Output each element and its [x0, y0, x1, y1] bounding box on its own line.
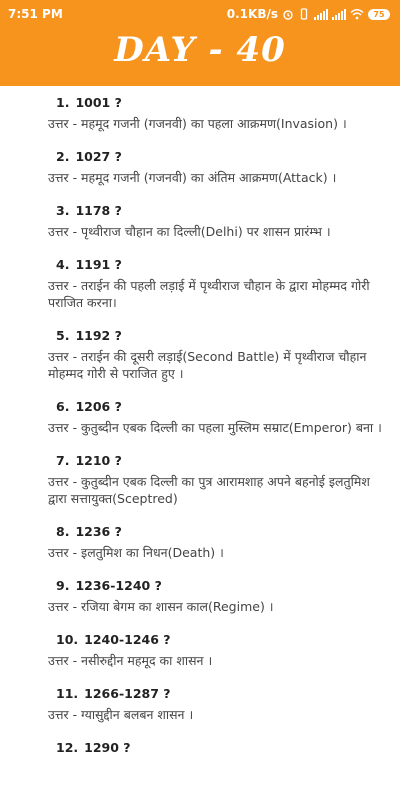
question-number: 9. — [56, 578, 70, 593]
question-year — [56, 632, 390, 648]
battery-icon: 75 — [368, 9, 390, 20]
question-text: 1178 ? — [75, 203, 122, 218]
question-text: 1236-1240 ? — [75, 578, 162, 593]
status-bar — [0, 0, 400, 28]
question-text: 1192 ? — [75, 328, 122, 343]
question-text: 1027 ? — [75, 149, 122, 164]
question-number: 4. — [56, 257, 70, 272]
answer-text: उत्तर - ग्यासुद्दीन बलबन शासन । — [48, 707, 194, 722]
question-text: 1206 ? — [75, 399, 122, 414]
wifi-icon — [350, 8, 364, 20]
question-text: 1001 ? — [75, 95, 122, 110]
app-header — [0, 0, 400, 86]
network-speed: 0.1KB/s — [226, 7, 278, 21]
signal-icon — [332, 9, 346, 20]
list-item — [0, 453, 400, 507]
list-item — [0, 149, 400, 186]
question-number: 7. — [56, 453, 70, 468]
list-item — [0, 95, 400, 132]
question-year — [56, 203, 390, 219]
list-item — [0, 740, 400, 756]
question-text: 1240-1246 ? — [84, 632, 171, 647]
list-item — [0, 203, 400, 240]
status-time: 7:51 PM — [8, 7, 63, 21]
question-year — [56, 524, 390, 540]
answer-text: उत्तर - तराईन की पहली लड़ाई में पृथ्वीराज चौहान के द्वारा मोहम्मद गोरी पराजित करना। — [48, 278, 370, 310]
answer-text: उत्तर - तराईन की दूसरी लड़ाई(Second Battle) में पृथ्वीराज चौहान मोहम्मद गोरी से पराजित हुए । — [48, 349, 367, 381]
question-list — [0, 95, 400, 773]
question-number: 10. — [56, 632, 79, 647]
question-year — [56, 328, 390, 344]
question-number: 3. — [56, 203, 70, 218]
list-item — [0, 686, 400, 723]
list-item — [0, 632, 400, 669]
answer-text: उत्तर - महमूद गजनी (गजनवी) का अंतिम आक्रमण(Attack) । — [48, 170, 337, 185]
status-icons — [227, 7, 390, 21]
question-text: 1210 ? — [75, 453, 122, 468]
answer-text: उत्तर - इलतुमिश का निधन(Death) । — [48, 545, 224, 560]
signal-4g-icon — [314, 9, 328, 20]
answer-text: उत्तर - महमूद गजनी (गजनवी) का पहला आक्रमण(Invasion) । — [48, 116, 347, 131]
question-text: 1290 ? — [84, 740, 131, 755]
answer-text: उत्तर - रजिया बेगम का शासन काल(Regime) । — [48, 599, 274, 614]
question-number: 2. — [56, 149, 70, 164]
question-number: 1. — [56, 95, 70, 110]
question-number: 5. — [56, 328, 70, 343]
list-item — [0, 328, 400, 382]
answer-text: उत्तर - पृथ्वीराज चौहान का दिल्ली(Delhi) पर शासन प्रारंम्भ । — [48, 224, 331, 239]
alarm-icon — [282, 8, 294, 20]
vibrate-icon — [298, 8, 310, 20]
question-year — [56, 740, 390, 756]
question-number: 12. — [56, 740, 79, 755]
list-item — [0, 257, 400, 311]
question-text: 1191 ? — [75, 257, 122, 272]
content-scroll[interactable] — [0, 86, 400, 800]
question-year — [56, 95, 390, 111]
list-item — [0, 524, 400, 561]
question-text: 1236 ? — [75, 524, 122, 539]
answer-text: उत्तर - नसीरुद्दीन महमूद का शासन । — [48, 653, 213, 668]
question-number: 8. — [56, 524, 70, 539]
question-year — [56, 578, 390, 594]
list-item — [0, 399, 400, 436]
question-year — [56, 399, 390, 415]
answer-text: उत्तर - कुतुब्दीन एबक दिल्ली का पुत्र आरामशाह अपने बहनोई इलतुमिश द्वारा सत्तायुक्त(Sceptred) — [48, 474, 370, 506]
question-number: 6. — [56, 399, 70, 414]
list-item — [0, 578, 400, 615]
question-year — [56, 149, 390, 165]
page-title: DAY - 40 — [114, 30, 286, 70]
answer-text: उत्तर - कुतुब्दीन एबक दिल्ली का पहला मुस्लिम सम्राट(Emperor) बना । — [48, 420, 382, 435]
question-year — [56, 257, 390, 273]
question-year — [56, 453, 390, 469]
question-text: 1266-1287 ? — [84, 686, 171, 701]
question-number: 11. — [56, 686, 79, 701]
question-year — [56, 686, 390, 702]
